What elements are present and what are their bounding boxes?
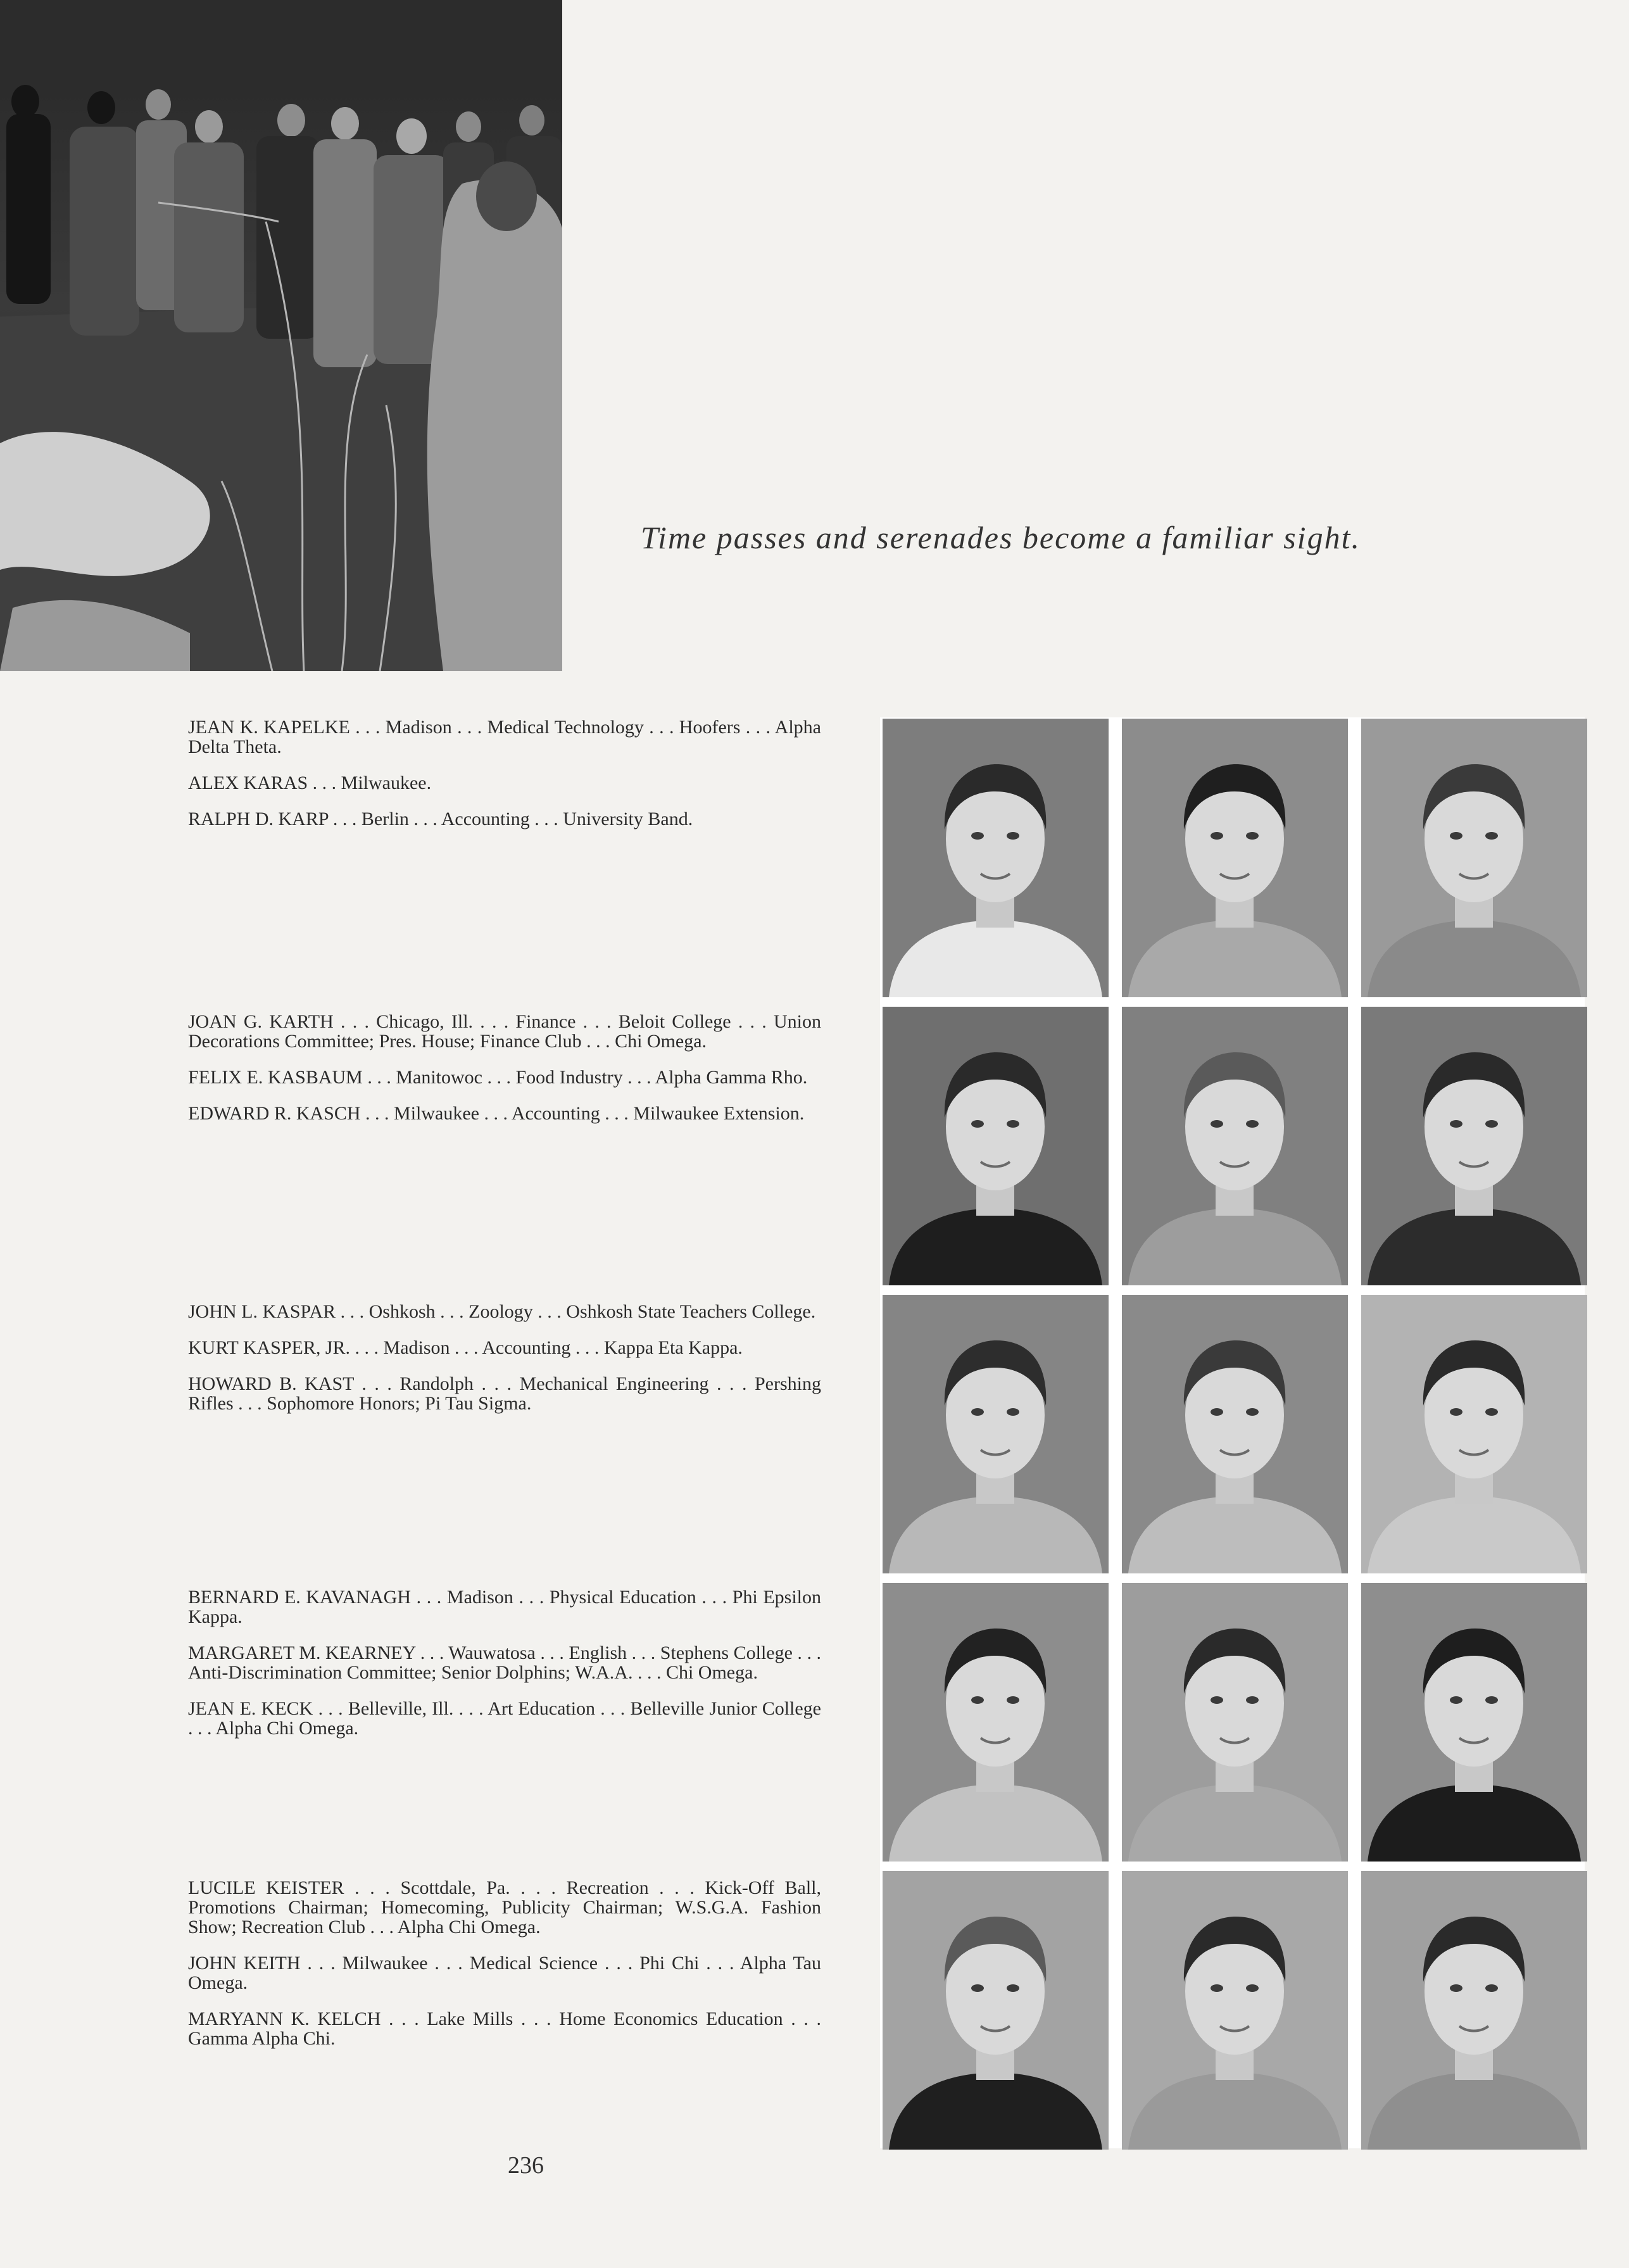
entry-text: JOHN L. KASPAR . . . Oshkosh . . . Zoology . . . Oshkosh State Teachers College.	[188, 1301, 816, 1322]
entry-text: BERNARD E. KAVANAGH . . . Madison . . . Physical Education . . . Phi Epsilon Kappa.	[188, 1587, 821, 1627]
entry-text: LUCILE KEISTER . . . Scottdale, Pa. . . . Recreation . . . Kick-Off Ball, Promotions Chairman; Homecoming, Publicity Chairman; W.S.G.A. Fashion Show; Recreation Club . . . Alpha Chi Omega.	[188, 1877, 821, 1937]
portrait-photo	[1122, 1871, 1348, 2150]
portrait-photo	[883, 1871, 1109, 2150]
portrait-photo	[1361, 1583, 1587, 1862]
entry-group-5	[188, 1878, 821, 2065]
entry-text: ALEX KARAS . . . Milwaukee.	[188, 772, 432, 793]
portrait-photo	[883, 1295, 1109, 1573]
portrait-photo	[1122, 719, 1348, 997]
portrait-photo	[1361, 1295, 1587, 1573]
entry-group-2	[188, 1012, 821, 1140]
portrait-grid	[880, 717, 1585, 2148]
portrait-photo	[883, 1007, 1109, 1285]
entry-text: JOHN KEITH . . . Milwaukee . . . Medical Science . . . Phi Chi . . . Alpha Tau Omega.	[188, 1953, 821, 1993]
entry-text: JEAN K. KAPELKE . . . Madison . . . Medical Technology . . . Hoofers . . . Alpha Delta Theta.	[188, 717, 821, 757]
entry-group-4	[188, 1587, 821, 1755]
portrait-photo	[1122, 1007, 1348, 1285]
entry-group-3	[188, 1302, 821, 1430]
entry-text: FELIX E. KASBAUM . . . Manitowoc . . . Food Industry . . . Alpha Gamma Rho.	[188, 1067, 808, 1088]
portrait-photo	[1361, 1871, 1587, 2150]
entry-group-1	[188, 717, 821, 845]
photo-caption: Time passes and serenades become a familiar sight.	[641, 520, 1361, 555]
entry-text: JOAN G. KARTH . . . Chicago, Ill. . . . Finance . . . Beloit College . . . Union Decorations Committee; Pres. House; Finance Club . . . Chi Omega.	[188, 1011, 821, 1052]
serenade-photo	[0, 0, 562, 671]
portrait-photo	[1361, 1007, 1587, 1285]
entry-text: KURT KASPER, JR. . . . Madison . . . Accounting . . . Kappa Eta Kappa.	[188, 1337, 743, 1358]
portrait-photo	[883, 719, 1109, 997]
entry-text: EDWARD R. KASCH . . . Milwaukee . . . Accounting . . . Milwaukee Extension.	[188, 1103, 805, 1124]
entry-text: MARGARET M. KEARNEY . . . Wauwatosa . . . English . . . Stephens College . . . Anti-Discrimination Committee; Senior Dolphins; W.A.A. . . . Chi Omega.	[188, 1642, 821, 1683]
portrait-photo	[1122, 1583, 1348, 1862]
portrait-photo	[1122, 1295, 1348, 1573]
entry-text: JEAN E. KECK . . . Belleville, Ill. . . . Art Education . . . Belleville Junior College . . . Alpha Chi Omega.	[188, 1698, 821, 1739]
entry-text: RALPH D. KARP . . . Berlin . . . Accounting . . . University Band.	[188, 809, 693, 829]
page-number: 236	[508, 2152, 544, 2179]
entry-text: MARYANN K. KELCH . . . Lake Mills . . . Home Economics Education . . . Gamma Alpha Chi.	[188, 2008, 821, 2049]
portrait-photo	[883, 1583, 1109, 1862]
entry-text: HOWARD B. KAST . . . Randolph . . . Mechanical Engineering . . . Pershing Rifles . . . Sophomore Honors; Pi Tau Sigma.	[188, 1373, 821, 1414]
portrait-photo	[1361, 719, 1587, 997]
